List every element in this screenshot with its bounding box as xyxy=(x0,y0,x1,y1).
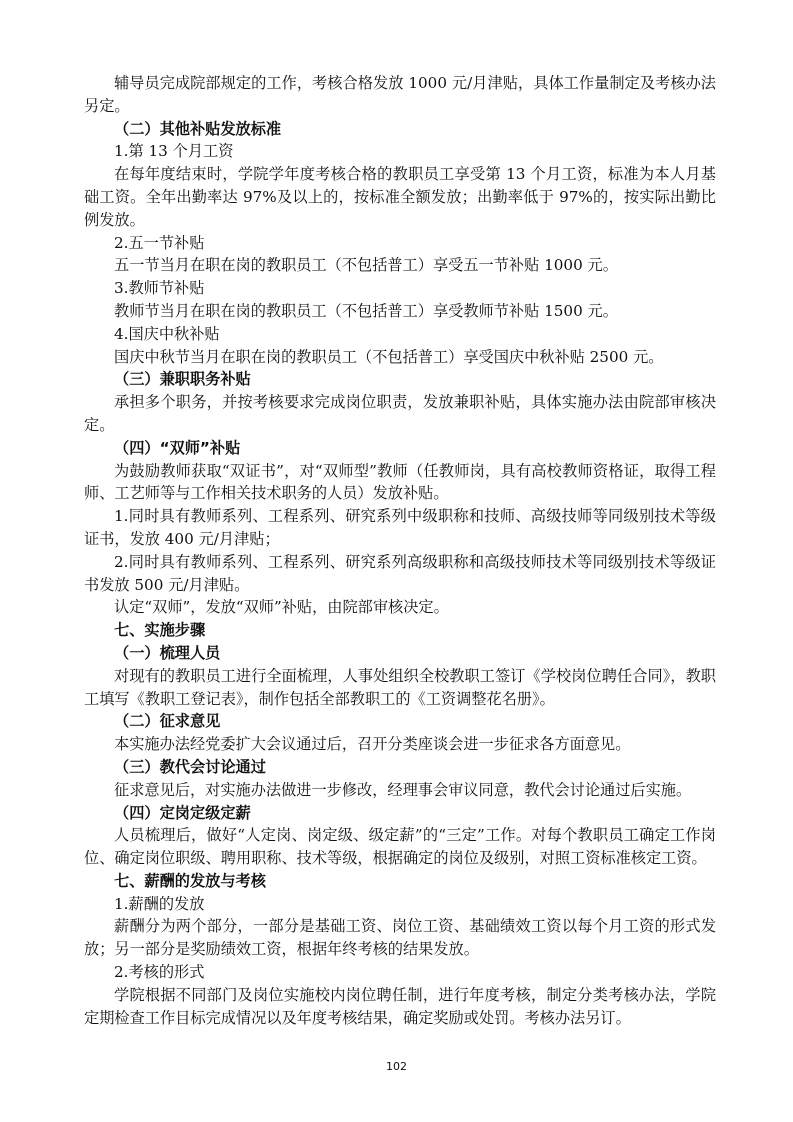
paragraph: 征求意见后，对实施办法做进一步修改，经理事会审议同意，教代会讨论通过后实施。 xyxy=(114,780,692,799)
paragraph: 2.考核的形式 xyxy=(114,963,205,982)
paragraph: 1.同时具有教师系列、工程系列、研究系列中级职称和技师、高级技师等同级别技术等级证书，发放 400 元/月津贴； xyxy=(84,507,716,548)
section-heading: 七、薪酬的发放与考核 xyxy=(114,871,266,890)
paragraph: 人员梳理后，做好“人定岗、岗定级、级定薪”的“三定”工作。对每个教职员工确定工作岗位、确定岗位职级、聘用职称、技术等级，根据确定的岗位及级别，对照工资标准核定工资。 xyxy=(84,826,716,868)
paragraph: 为鼓励教师获取“双证书”，对“双师型”教师（任教师岗，具有高校教师资格证，取得工程师、工艺师等与工作相关技术职务的人员）发放补贴。 xyxy=(84,461,716,503)
paragraph: 1.第 13 个月工资 xyxy=(114,142,234,161)
paragraph: 五一节当月在职在岗的教职员工（不包括普工）享受五一节补贴 1000 元。 xyxy=(114,256,618,275)
paragraph: 对现有的教职员工进行全面梳理，人事处组织全校教职工签订《学校岗位聘任合同》，教职工填写《教职工登记表》，制作包括全部教职工的《工资调整花名册》。 xyxy=(84,666,716,708)
paragraph: 承担多个职务，并按考核要求完成岗位职责，发放兼职补贴，具体实施办法由院部审核决定。 xyxy=(84,393,716,434)
paragraph: 薪酬分为两个部分，一部分是基础工资、岗位工资、基础绩效工资以每个月工资的形式发放；另一部分是奖励绩效工资，根据年终考核的结果发放。 xyxy=(84,917,716,959)
section-heading: （三）兼职职务补贴 xyxy=(114,370,251,389)
document-body xyxy=(84,72,716,1029)
section-heading: （二）征求意见 xyxy=(114,712,221,731)
paragraph: 国庆中秋节当月在职在岗的教职员工（不包括普工）享受国庆中秋补贴 2500 元。 xyxy=(114,347,664,366)
section-heading: （二）其他补贴发放标准 xyxy=(114,119,282,138)
paragraph: 本实施办法经党委扩大会议通过后，召开分类座谈会进一步征求各方面意见。 xyxy=(114,735,631,754)
paragraph: 3.教师节补贴 xyxy=(114,279,205,298)
section-heading: （三）教代会讨论通过 xyxy=(114,757,266,776)
section-heading: （四）“双师”补贴 xyxy=(114,438,241,457)
paragraph: 2.同时具有教师系列、工程系列、研究系列高级职称和高级技师技术等同级别技术等级证书发放 500 元/月津贴。 xyxy=(84,552,716,594)
paragraph: 2.五一节补贴 xyxy=(114,233,205,252)
paragraph: 在每年度结束时，学院学年度考核合格的教职员工享受第 13 个月工资，标准为本人月基础工资。全年出勤率达 97%及以上的，按标准全额发放；出勤率低于 97%的，按实际出勤比例发放。 xyxy=(84,165,716,229)
page-number: 102 xyxy=(386,1060,407,1073)
paragraph: 4.国庆中秋补贴 xyxy=(114,324,220,343)
section-heading: 七、实施步骤 xyxy=(114,621,206,640)
paragraph: 1.薪酬的发放 xyxy=(114,894,205,913)
section-heading: （一）梳理人员 xyxy=(114,643,221,662)
section-heading: （四）定岗定级定薪 xyxy=(114,803,251,822)
paragraph: 认定“双师”，发放“双师”补贴，由院部审核决定。 xyxy=(114,598,449,617)
paragraph: 学院根据不同部门及岗位实施校内岗位聘任制，进行年度考核，制定分类考核办法，学院定期检查工作目标完成情况以及年度考核结果，确定奖励或处罚。考核办法另订。 xyxy=(84,985,716,1027)
paragraph: 辅导员完成院部规定的工作，考核合格发放 1000 元/月津贴，具体工作量制定及考核办法另定。 xyxy=(84,74,716,115)
paragraph: 教师节当月在职在岗的教职员工（不包括普工）享受教师节补贴 1500 元。 xyxy=(114,301,618,320)
